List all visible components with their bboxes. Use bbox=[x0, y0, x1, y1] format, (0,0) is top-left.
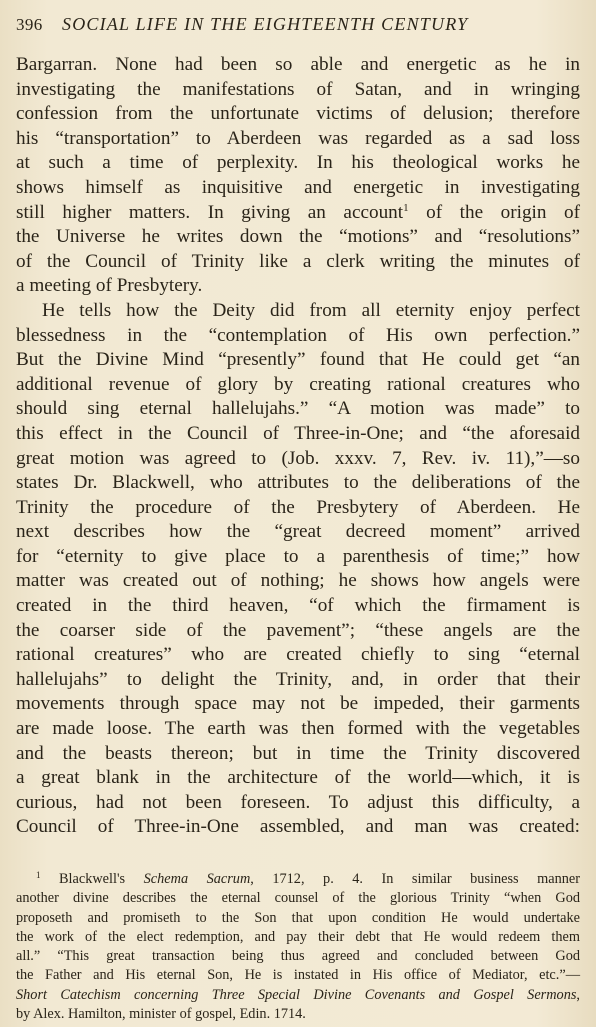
paragraph-1 bbox=[16, 53, 580, 299]
text-line: confession from the unfortunate victims of delusion; therefore bbox=[16, 103, 580, 125]
text-segment: of the origin of bbox=[408, 201, 580, 223]
footnote-segment: , 1712, p. 4. In similar business manner bbox=[250, 871, 580, 887]
page-number: 396 bbox=[16, 15, 43, 34]
text-line: for “eternity to give place to a parenthesis of time;” how bbox=[16, 545, 580, 567]
text-line: should sing eternal hallelujahs.” “A motion was made” to bbox=[16, 398, 580, 420]
text-line: are made loose. The earth was then formed with the vegetables bbox=[16, 718, 580, 740]
text-line: shows himself as inquisitive and energetic in investigating bbox=[16, 176, 580, 198]
text-line: a great blank in the architecture of the world—which, it is bbox=[16, 767, 580, 789]
text-line: blessedness in the “contemplation of His own perfection.” bbox=[16, 324, 580, 346]
text-line: a meeting of Presbytery. bbox=[16, 275, 203, 297]
body-text bbox=[16, 53, 580, 840]
footnote-line: proposeth and promiseth to the Son that upon condition He would undertake bbox=[16, 909, 580, 926]
text-line: movements through space may not be impeded, their garments bbox=[16, 693, 580, 715]
text-line: created in the third heaven, “of which the firmament is bbox=[16, 595, 580, 617]
footnote-line bbox=[16, 986, 580, 1005]
footnote-reference: 1 bbox=[403, 201, 409, 214]
text-line: Council of Three-in-One assembled, and man was created: bbox=[16, 816, 580, 838]
text-line: the Universe he writes down the “motions” and “resolutions” bbox=[16, 226, 580, 248]
footnote-book-title: Schema Sacrum bbox=[143, 871, 251, 887]
footnote-line: all.” “This great transaction being thus agreed and concluded between God bbox=[16, 948, 580, 965]
text-line: rational creatures” who are created chiefly to sing “eternal bbox=[16, 644, 580, 666]
text-line: great motion was agreed to (Job. xxxv. 7, Rev. iv. 11),”—so bbox=[16, 447, 580, 469]
text-line: investigating the manifestations of Satan, and in wringing bbox=[16, 78, 580, 100]
footnote-mark: 1 bbox=[36, 870, 41, 880]
footnote-segment: Blackwell's bbox=[40, 871, 144, 887]
text-line: his “transportation” to Aberdeen was regarded as a sad loss bbox=[16, 127, 580, 149]
text-line: Trinity the procedure of the Presbytery of Aberdeen. He bbox=[16, 496, 580, 518]
text-segment: still higher matters. In giving an account bbox=[16, 201, 404, 223]
text-line: at such a time of perplexity. In his theological works he bbox=[16, 152, 580, 174]
footnote-segment: , bbox=[576, 986, 580, 1003]
running-head bbox=[16, 14, 580, 42]
text-line: and the beasts thereon; but in time the Trinity discovered bbox=[16, 742, 580, 764]
text-line: hallelujahs” to delight the Trinity, and, in order that their bbox=[16, 668, 580, 690]
footnote bbox=[16, 870, 580, 1024]
text-line: He tells how the Deity did from all eternity enjoy perfect bbox=[42, 299, 580, 321]
text-line: states Dr. Blackwell, who attributes to the deliberations of the bbox=[16, 472, 580, 494]
running-title: SOCIAL LIFE IN THE EIGHTEENTH CENTURY bbox=[62, 14, 469, 34]
text-line: of the Council of Trinity like a clerk writing the minutes of bbox=[16, 250, 580, 272]
text-line: matter was created out of nothing; he shows how angels were bbox=[16, 570, 580, 592]
paragraph-2 bbox=[16, 299, 580, 840]
footnote-book-title: Short Catechism concerning Three Special Divine Covenants and Gospel Sermons bbox=[16, 986, 577, 1003]
text-line: Bargarran. None had been so able and energetic as he in bbox=[16, 54, 580, 75]
footnote-line bbox=[16, 870, 580, 889]
footnote-line: another divine describes the eternal counsel of the glorious Trinity “when God bbox=[16, 890, 580, 907]
text-line: this effect in the Council of Three-in-One; and “the aforesaid bbox=[16, 422, 580, 444]
text-line: the coarser side of the pavement”; “these angels are the bbox=[16, 619, 580, 641]
text-line bbox=[16, 201, 580, 226]
footnote-line: the Father and His eternal Son, He is instated in His office of Mediator, etc.”— bbox=[16, 967, 580, 984]
footnote-line: the work of the elect redemption, and pay their debt that He would redeem them bbox=[16, 928, 580, 945]
text-line: But the Divine Mind “presently” found that He could get “an bbox=[16, 349, 580, 371]
text-line: curious, had not been foreseen. To adjust this difficulty, a bbox=[16, 791, 580, 813]
text-line: additional revenue of glory by creating rational creatures who bbox=[16, 373, 580, 395]
footnote-line: by Alex. Hamilton, minister of gospel, Edin. 1714. bbox=[16, 1006, 306, 1023]
text-line: next describes how the “great decreed moment” arrived bbox=[16, 521, 580, 543]
